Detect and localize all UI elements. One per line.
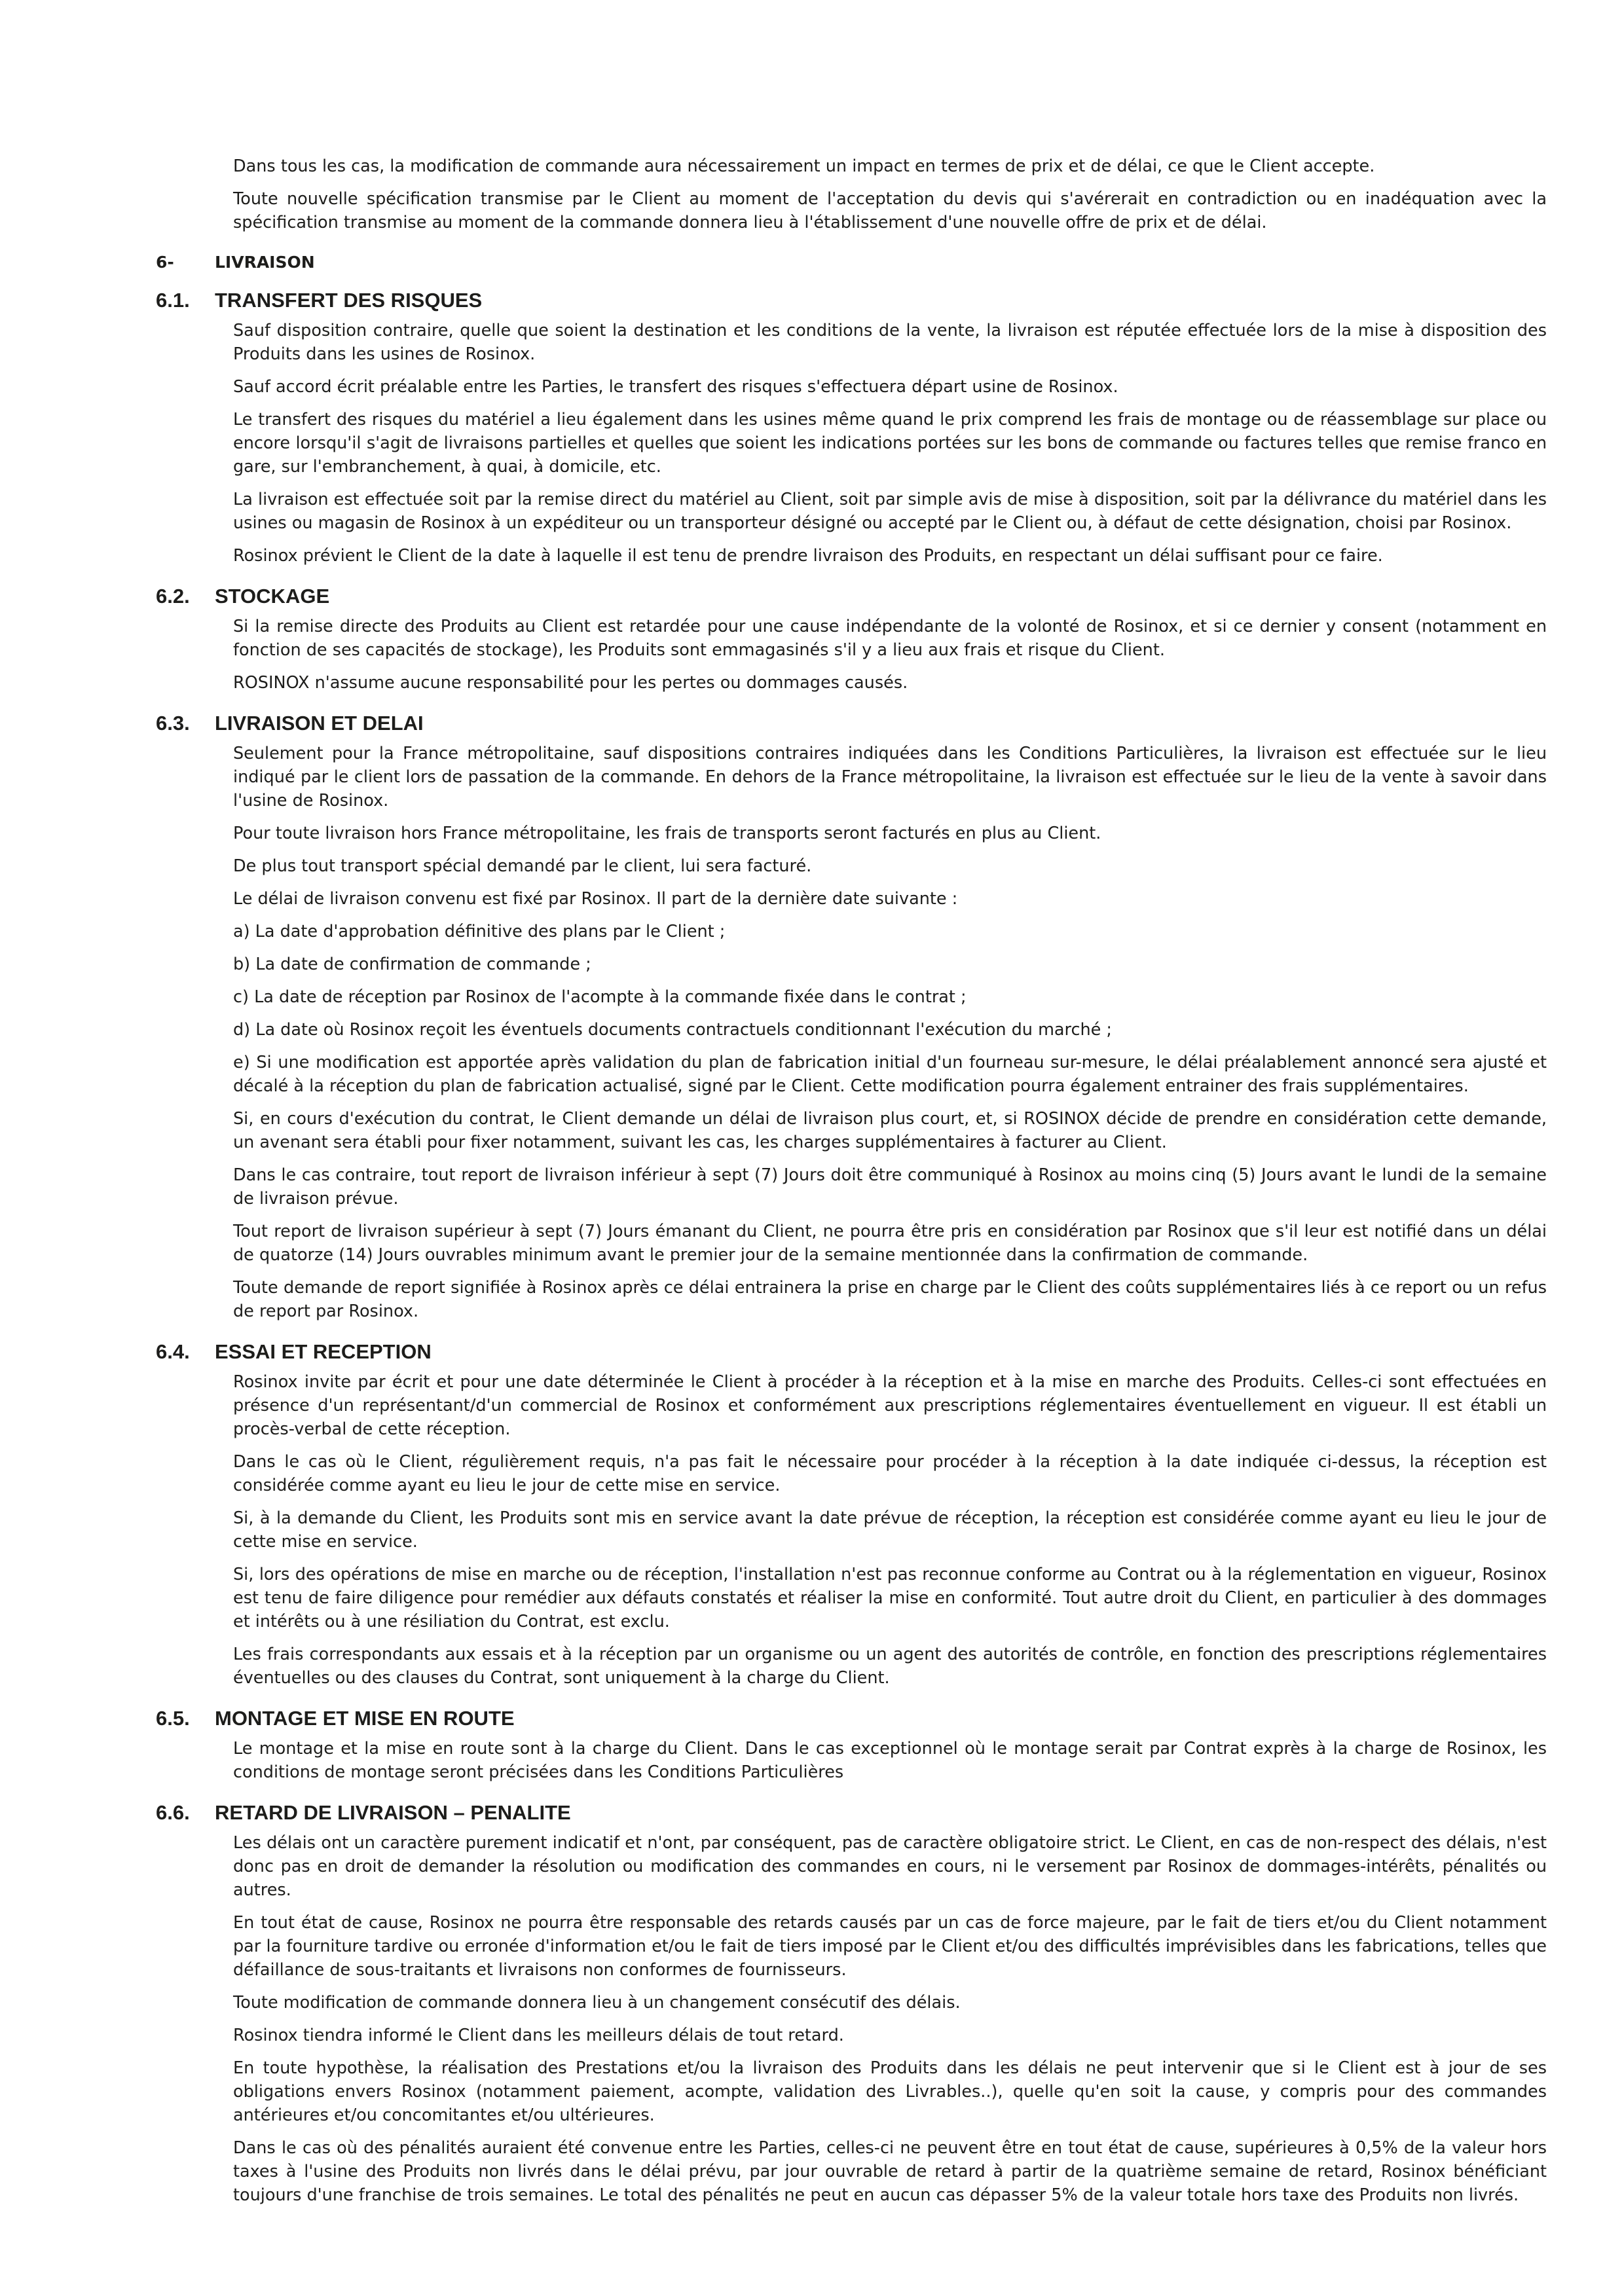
subsection-body	[156, 319, 1547, 568]
body-paragraph: Toute demande de report signifiée à Rosinox après ce délai entrainera la prise en charge par le Client des coûts supplémentaires liés à ce report ou un refus de report par Rosinox.	[233, 1278, 1547, 1321]
body-paragraph: Les délais ont un caractère purement indicatif et n'ont, par conséquent, pas de caractère obligatoire strict. Le Client, en cas de non-respect des délais, n'est donc pas en droit de demander la résolution ou modification des commandes en cours, ni le versement par Rosinox de dommages-intérêts, pénalités ou autres.	[233, 1833, 1547, 1900]
body-paragraph: Dans le cas où le Client, régulièrement requis, n'a pas fait le nécessaire pour procéder à la réception à la date indiquée ci-dessus, la réception est considérée comme ayant eu lieu le jour de cette mise en service.	[233, 1452, 1547, 1495]
body-paragraph: Dans le cas contraire, tout report de livraison inférieur à sept (7) Jours doit être communiqué à Rosinox au moins cinq (5) Jours avant le lundi de la semaine de livraison prévue.	[233, 1165, 1547, 1209]
body-paragraph: Toute modification de commande donnera lieu à un changement consécutif des délais.	[233, 1993, 961, 2013]
body-paragraph: c) La date de réception par Rosinox de l'acompte à la commande fixée dans le contrat ;	[233, 987, 967, 1007]
body-paragraph: Le transfert des risques du matériel a lieu également dans les usines même quand le prix comprend les frais de montage ou de réassemblage sur place ou encore lorsqu'il s'agit de livraisons partielles et quelles que soient les indications portées sur les bons de commande ou factures telles que remise franco en gare, sur l'embranchement, à quai, à domicile, etc.	[233, 410, 1547, 477]
subsection-number: 6.4.	[156, 1340, 190, 1363]
body-paragraph: Si, à la demande du Client, les Produits sont mis en service avant la date prévue de réception, la réception est considérée comme ayant eu lieu le jour de cette mise en service.	[233, 1508, 1547, 1552]
document-page	[156, 155, 1547, 2216]
subsection	[156, 289, 1547, 568]
body-paragraph: Les frais correspondants aux essais et à la réception par un organisme ou un agent des autorités de contrôle, en fonction des prescriptions réglementaires éventuelles ou des clauses du Contrat, sont uniquement à la charge du Client.	[233, 1645, 1547, 1688]
subsection-title: LIVRAISON ET DELAI	[215, 712, 424, 735]
body-paragraph: d) La date où Rosinox reçoit les éventuels documents contractuels conditionnant l'exécution du marché ;	[233, 1020, 1113, 1040]
subsection-number: 6.6.	[156, 1801, 190, 1824]
subsection-number: 6.1.	[156, 289, 190, 312]
body-paragraph: Le montage et la mise en route sont à la charge du Client. Dans le cas exceptionnel où le montage serait par Contrat exprès à la charge de Rosinox, les conditions de montage seront précisées dans les Conditions Particulières	[233, 1739, 1547, 1782]
subsection-heading	[156, 712, 1547, 735]
body-paragraph: En toute hypothèse, la réalisation des Prestations et/ou la livraison des Produits dans les délais ne peut intervenir que si le Client est à jour de ses obligations envers Rosinox (notamment paiement, acompte, validation des Livrables..), quelle qu'en soit la cause, y compris pour des commandes antérieures et/ou concomitantes et/ou ultérieures.	[233, 2058, 1547, 2125]
section-title: LIVRAISON	[215, 253, 315, 272]
body-paragraph: a) La date d'approbation définitive des plans par le Client ;	[233, 922, 726, 941]
subsection-title: RETARD DE LIVRAISON – PENALITE	[215, 1801, 571, 1824]
body-paragraph: Si, lors des opérations de mise en marche ou de réception, l'installation n'est pas reconnue conforme au Contrat ou à la réglementation en vigueur, Rosinox est tenu de faire diligence pour remédier aux défauts constatés et réaliser la mise en conformité. Tout autre droit du Client, en particulier à des dommages et intérêts ou à une résiliation du Contrat, est exclu.	[233, 1565, 1547, 1631]
subsection-body	[156, 615, 1547, 695]
body-paragraph: La livraison est effectuée soit par la remise direct du matériel au Client, soit par simple avis de mise à disposition, soit par la délivrance du matériel dans les usines ou magasin de Rosinox à un expéditeur ou un transporteur désigné ou accepté par le Client ou, à défaut de cette désignation, choisi par Rosinox.	[233, 490, 1547, 533]
subsections-container	[156, 289, 1547, 2207]
subsection-number: 6.5.	[156, 1707, 190, 1730]
subsection-heading	[156, 289, 1547, 312]
subsection-title: STOCKAGE	[215, 585, 330, 608]
body-paragraph: Si la remise directe des Produits au Client est retardée pour une cause indépendante de la volonté de Rosinox, et si ce dernier y consent (notamment en fonction de ses capacités de stockage), les Produits sont emmagasinés s'il y a lieu aux frais et risque du Client.	[233, 617, 1547, 660]
body-paragraph: ROSINOX n'assume aucune responsabilité pour les pertes ou dommages causés.	[233, 673, 908, 693]
body-paragraph: Tout report de livraison supérieur à sept (7) Jours émanant du Client, ne pourra être pris en considération par Rosinox que s'il leur est notifié dans un délai de quatorze (14) Jours ouvrables minimum avant le premier jour de la semaine mentionnée dans la confirmation de commande.	[233, 1222, 1547, 1265]
intro-paragraph: Toute nouvelle spécification transmise par le Client au moment de l'acceptation du devis qui s'avérerait en contradiction ou en inadéquation avec la spécification transmise au moment de la commande donnera lieu à l'établissement d'une nouvelle offre de prix et de délai.	[233, 189, 1547, 232]
subsection	[156, 585, 1547, 695]
section-number: 6-	[156, 253, 174, 272]
body-paragraph: De plus tout transport spécial demandé par le client, lui sera facturé.	[233, 856, 812, 876]
body-paragraph: b) La date de confirmation de commande ;	[233, 955, 591, 974]
body-paragraph: Dans le cas où des pénalités auraient été convenue entre les Parties, celles-ci ne peuvent être en tout état de cause, supérieures à 0,5% de la valeur hors taxes à l'usine des Produits non livrés dans le délai prévu, par jour ouvrable de retard à partir de la quatrième semaine de retard, Rosinox bénéficiant toujours d'une franchise de trois semaines. Le total des pénalités ne peut en aucun cas dépasser 5% de la valeur totale hors taxe des Produits non livrés.	[233, 2138, 1547, 2205]
body-paragraph: Pour toute livraison hors France métropolitaine, les frais de transports seront facturés en plus au Client.	[233, 824, 1101, 843]
subsection-title: TRANSFERT DES RISQUES	[215, 289, 483, 312]
subsection-body	[156, 1737, 1547, 1784]
subsection-heading	[156, 1801, 1547, 1825]
subsection	[156, 1340, 1547, 1690]
body-paragraph: Le délai de livraison convenu est fixé par Rosinox. Il part de la dernière date suivante :	[233, 889, 958, 909]
body-paragraph: Sauf accord écrit préalable entre les Parties, le transfert des risques s'effectuera départ usine de Rosinox.	[233, 377, 1118, 397]
body-paragraph: En tout état de cause, Rosinox ne pourra être responsable des retards causés par un cas de force majeure, par le fait de tiers et/ou du Client notamment par la fourniture tardive ou erronée d'information et/ou le fait de tiers imposé par le Client et/ou des difficultés imprévisibles dans les fabrications, telles que défaillance de sous-traitants et livraisons non conformes de fournisseurs.	[233, 1913, 1547, 1980]
subsection-heading	[156, 1340, 1547, 1364]
subsection-heading	[156, 1707, 1547, 1730]
subsection-body	[156, 1370, 1547, 1690]
subsection	[156, 1801, 1547, 2207]
subsection-body	[156, 1831, 1547, 2207]
intro-block	[156, 155, 1547, 234]
section-heading	[156, 253, 1547, 272]
subsection-number: 6.2.	[156, 585, 190, 608]
subsection-number: 6.3.	[156, 712, 190, 735]
subsection	[156, 1707, 1547, 1784]
body-paragraph: Si, en cours d'exécution du contrat, le Client demande un délai de livraison plus court, et, si ROSINOX décide de prendre en considération cette demande, un avenant sera établi pour fixer notamment, suivant les cas, les charges supplémentaires à facturer au Client.	[233, 1109, 1547, 1152]
body-paragraph: Seulement pour la France métropolitaine, sauf dispositions contraires indiquées dans les Conditions Particulières, la livraison est effectuée sur le lieu indiqué par le client lors de passation de la commande. En dehors de la France métropolitaine, la livraison est effectuée sur le lieu de la vente à savoir dans l'usine de Rosinox.	[233, 744, 1547, 811]
subsection-body	[156, 742, 1547, 1323]
body-paragraph: Rosinox prévient le Client de la date à laquelle il est tenu de prendre livraison des Produits, en respectant un délai suffisant pour ce faire.	[233, 546, 1383, 566]
subsection-title: MONTAGE ET MISE EN ROUTE	[215, 1707, 515, 1730]
body-paragraph: Rosinox invite par écrit et pour une date déterminée le Client à procéder à la réception et à la mise en marche des Produits. Celles-ci sont effectuées en présence d'un représentant/d'un commercial de Rosinox et conformément aux prescriptions réglementaires éventuellement en vigueur. Il est établi un procès-verbal de cette réception.	[233, 1372, 1547, 1439]
subsection	[156, 712, 1547, 1323]
body-paragraph: Rosinox tiendra informé le Client dans les meilleurs délais de tout retard.	[233, 2026, 844, 2045]
subsection-title: ESSAI ET RECEPTION	[215, 1340, 432, 1363]
intro-paragraph: Dans tous les cas, la modification de commande aura nécessairement un impact en termes de prix et de délai, ce que le Client accepte.	[233, 156, 1375, 176]
body-paragraph: e) Si une modification est apportée après validation du plan de fabrication initial d'un fourneau sur-mesure, le délai préalablement annoncé sera ajusté et décalé à la réception du plan de fabrication actualisé, signé par le Client. Cette modification pourra également entrainer des frais supplémentaires.	[233, 1053, 1547, 1096]
subsection-heading	[156, 585, 1547, 608]
body-paragraph: Sauf disposition contraire, quelle que soient la destination et les conditions de la vente, la livraison est réputée effectuée lors de la mise à disposition des Produits dans les usines de Rosinox.	[233, 321, 1547, 364]
